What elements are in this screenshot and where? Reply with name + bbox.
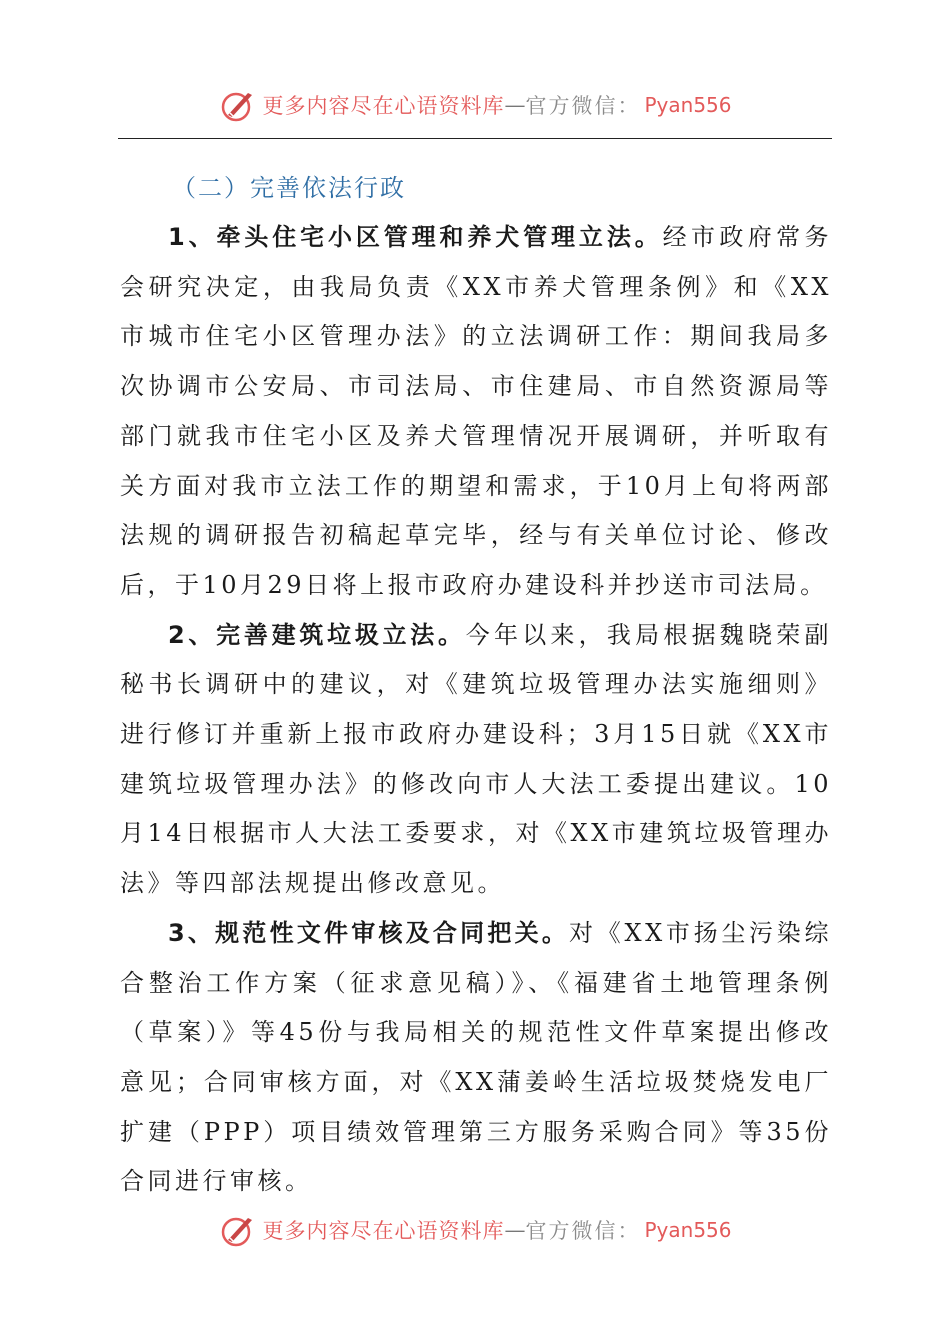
paragraph-2 [120,611,832,909]
footer-banner [0,1210,950,1250]
wechat-account: Pyan556 [644,93,732,117]
paragraph-2-title: 2、完善建筑垃圾立法。 [168,620,466,649]
paragraph-3-title: 3、规范性文件审核及合同把关。 [168,918,570,947]
header-divider [118,138,832,139]
site-name: 更多内容尽在心语资料库 [262,1219,505,1243]
wechat-label: 官方微信： [525,94,641,118]
separator-dash: — [504,93,526,117]
paragraph-2-body: 今年以来，我局根据魏晓荣副秘书长调研中的建议，对《建筑垃圾管理办法实施细则》进行修订并重新上报市政府办建设科；3月15日就《XX市建筑垃圾管理办法》的修改向市人大法工委提出建议。10月14日根据市人大法工委要求，对《XX市建筑垃圾管理办法》等四部法规提出修改意见。 [120,620,832,898]
header-banner [0,85,950,125]
wechat-account: Pyan556 [644,1218,732,1242]
paragraph-1-title: 1、牵头住宅小区管理和养犬管理立法。 [168,223,663,251]
document-body [120,163,832,1207]
quill-logo-icon [218,1210,258,1250]
quill-logo-icon [218,85,258,125]
paragraph-3-body: 对《XX市扬尘污染综合整治工作方案（征求意见稿）》、《福建省土地管理条例（草案）》等45份与我局相关的规范性文件草案提出修改意见；合同审核方面，对《XX蒲姜岭生活垃圾焚烧发电厂扩建（PPP）项目绩效管理第三方服务采购合同》等35份合同进行审核。 [120,918,833,1196]
paragraph-1-body: 经市政府常务会研究决定，由我局负责《XX市养犬管理条例》和《XX市城市住宅小区管理办法》的立法调研工作：期间我局多次协调市公安局、市司法局、市住建局、市自然资源局等部门就我市住宅小区及养犬管理情况开展调研，并听取有关方面对我市立法工作的期望和需求，于10月上旬将两部法规的调研报告初稿起草完毕，经与有关单位讨论、修改后，于10月29日将上报市政府办建设科并抄送市司法局。 [120,223,833,599]
paragraph-3 [120,909,832,1207]
section-heading: （二）完善依法行政 [172,174,406,202]
site-name: 更多内容尽在心语资料库 [262,94,505,118]
wechat-label: 官方微信： [525,1219,641,1243]
paragraph-1 [120,213,832,611]
separator-dash: — [504,1218,526,1242]
